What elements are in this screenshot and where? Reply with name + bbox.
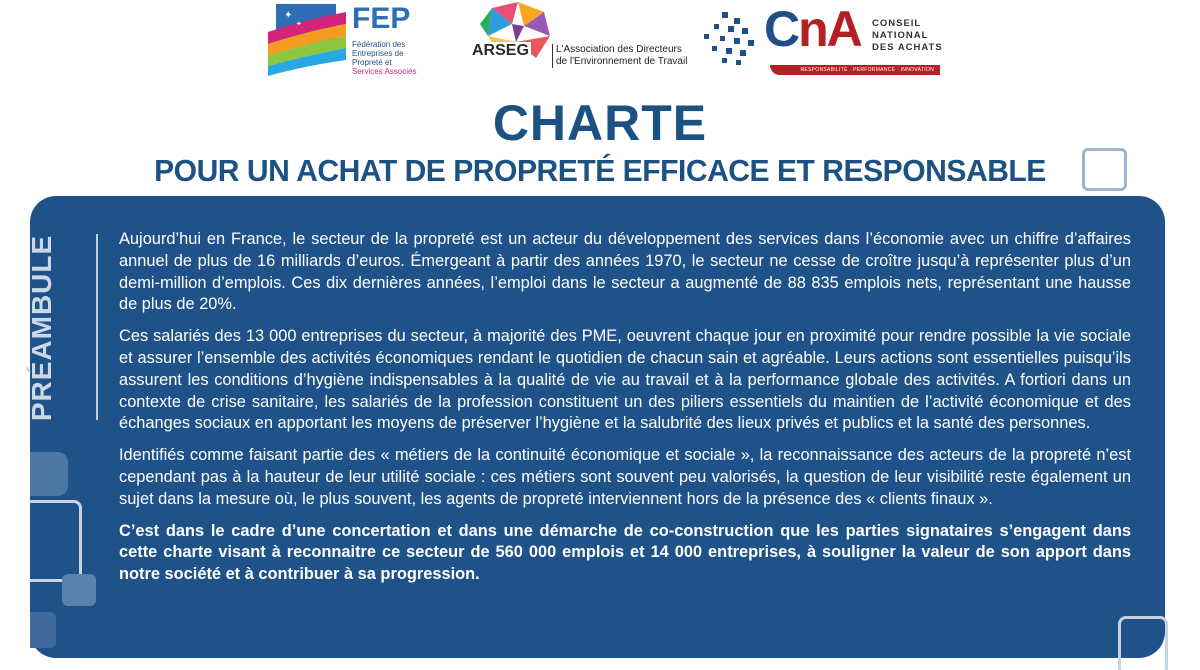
fep-emblem-icon: [264, 2, 346, 78]
decorative-block: [62, 574, 96, 606]
page-subtitle: POUR UN ACHAT DE PROPRETÉ EFFICACE ET RESPONSABLE: [154, 153, 1046, 188]
paragraph: Aujourd’hui en France, le secteur de la propreté est un acteur du développement des services dans l’économie avec un chiffre d’affaires annuel de plus de 16 milliards d’euros. Émergeant à partir des années 1970, le secteur ne cesse de croître jusqu’à représenter plus d’un demi-million d’emplois. Ces dix dernières années, l’emploi dans le secteur a augmenté de 88 835 emplois nets, représentant une hausse de plus de 20%.: [119, 230, 1131, 314]
cna-tagline: RESPONSABILITÉ · PERFORMANCE · INNOVATION: [770, 65, 940, 75]
svg-text:✦: ✦: [284, 10, 293, 21]
cna-dots-icon: [700, 8, 762, 68]
preamble-text: [119, 229, 1131, 586]
preamble-side-label: PRÉAMBULE: [26, 234, 57, 422]
arseg-logo: [468, 2, 688, 78]
cna-logo: [700, 1, 950, 78]
fep-description: Fédération des Entreprises de Propreté et Services Associés: [352, 40, 417, 76]
decorative-block: [30, 612, 56, 648]
decorative-outline-block: [30, 500, 82, 582]
arseg-mosaic-icon: [472, 2, 552, 72]
cna-letters: CnA: [764, 1, 861, 57]
side-divider: [96, 234, 98, 420]
paragraph: Identifiés comme faisant partie des « métiers de la continuité économique et sociale », la reconnaissance des acteurs de la propreté n’est cependant pas à la hauteur de leur utilité sociale : ces métiers sont souvent peu valorisés, la question de leur visibilité reste également un sujet dans la mesure où, le plus souvent, les agents de propreté interviennent hors de la présence des « clients finaux ».: [119, 446, 1131, 508]
paragraph-emphasis: C’est dans le cadre d’une concertation et dans une démarche de co-construction que les parties signataires s’engagent dans cette charte visant à reconnaitre ce secteur de 560 000 emplois et 14 000 entreprises, à souligner la valeur de son apport dans notre société et à contribuer à sa progression.: [119, 521, 1131, 584]
arseg-description: L'Association des Directeurs de l'Environnement de Travail: [552, 44, 692, 68]
fep-logo: [264, 2, 424, 78]
decorative-outline-block: [1118, 616, 1168, 670]
fep-name: FEP: [352, 2, 411, 35]
page-title: CHARTE: [492, 95, 708, 151]
arseg-name: ARSEG: [472, 42, 529, 59]
decorative-block: [30, 452, 68, 496]
cna-description: CONSEIL NATIONAL DES ACHATS: [872, 18, 943, 53]
svg-text:✦: ✦: [296, 20, 302, 28]
decorative-square-outline: [1082, 148, 1127, 191]
paragraph: Ces salariés des 13 000 entreprises du secteur, à majorité des PME, oeuvrent chaque jour en proximité pour rendre possible la vie sociale et assurer l’ensemble des activités économiques rendant le quotidien de chacun sain et agréable. Leurs actions sont essentielles puisqu’ils assurent les conditions d’hygiène indispensables à la qualité de vie au travail et à la performance globale des activités. A fortiori dans un contexte de crise sanitaire, les salariés de la profession constituent un des piliers essentiels du maintien de l’activité économique et des échanges sociaux en apportant les moyens de préserver l’hygiène et la salubrité des lieux privés et publics et la santé des personnes.: [119, 327, 1131, 433]
